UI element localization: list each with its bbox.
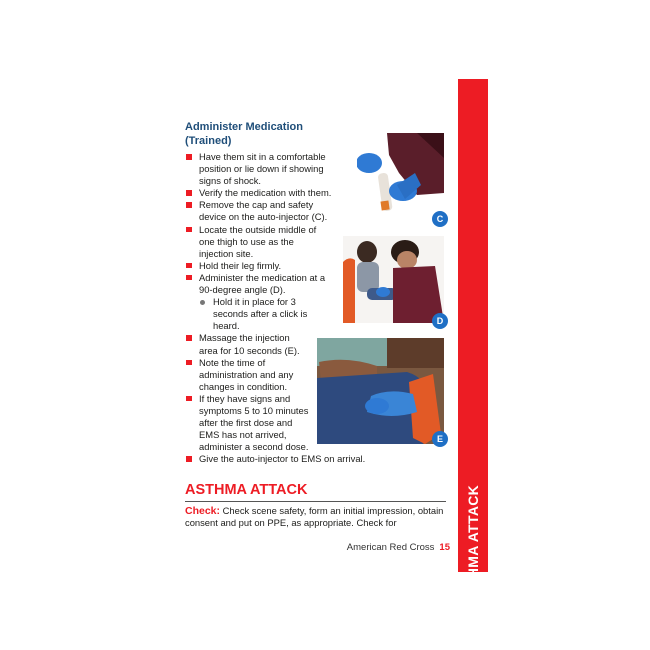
asthma-heading: ASTHMA ATTACK [185,482,446,502]
list-item: Note the time of administration and any changes in condition. [185,357,299,393]
list-item: Administer the medication at a 90-degree angle (D). [185,272,339,296]
list-item: Have them sit in a comfortable position or lie down if showing signs of shock. [185,151,331,187]
thigh-injection-photo [343,236,444,323]
side-tab-label: ASTHMA ATTACK [465,484,481,608]
photo-badge-e: E [432,431,448,447]
list-item: Locate the outside middle of one thigh to use as the injection site. [185,224,319,260]
check-paragraph [185,505,450,530]
page-footer [300,542,450,553]
list-item: Give the auto-injector to EMS on arrival. [185,453,399,465]
section-title: Administer Medication (Trained) [185,121,303,147]
check-text: Check scene safety, form an initial impression, obtain consent and put on PPE, as appropriate. Check for [185,505,444,529]
list-item: Verify the medication with them. [185,187,385,199]
list-item: Hold their leg firmly. [185,260,385,272]
page-number: 15 [439,542,450,553]
side-tab [458,79,488,608]
photo-badge-c: C [432,211,448,227]
list-item: If they have signs and symptoms 5 to 10 minutes after the first dose and EMS has not arrived, administer a second dose. [185,393,311,453]
list-item: Remove the cap and safety device on the auto-injector (C). [185,199,339,223]
list-item: Massage the injection area for 10 seconds (E). [185,332,307,356]
auto-injector-photo [357,133,444,220]
check-label: Check: [185,505,221,517]
massage-injection-site-photo [317,338,444,444]
photo-badge-d: D [432,313,448,329]
list-item: Hold it in place for 3 seconds after a click is heard. [199,296,313,332]
publisher-name: American Red Cross [346,542,435,553]
